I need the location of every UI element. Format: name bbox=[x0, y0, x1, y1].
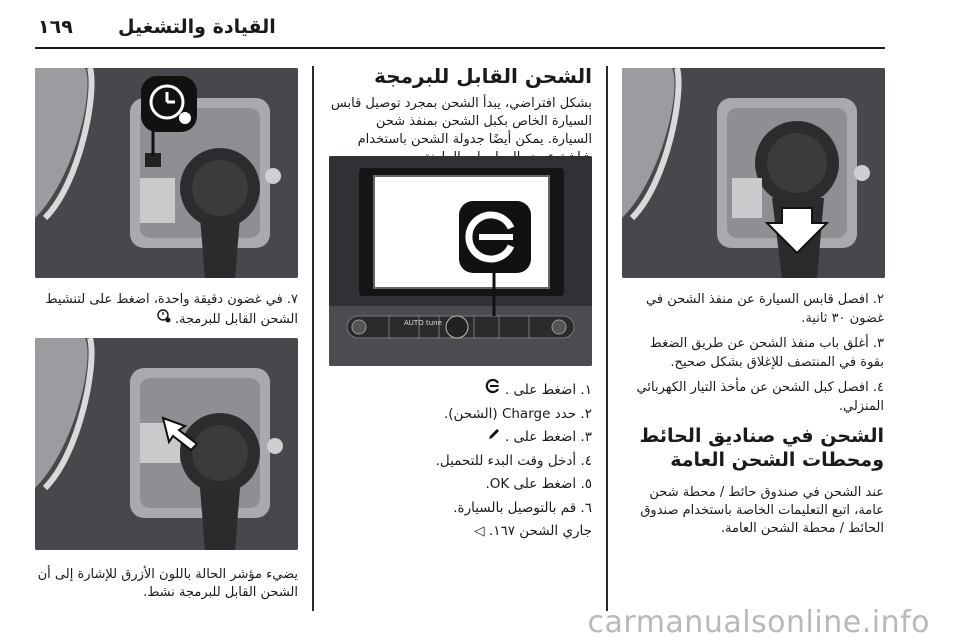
charging-port-timer-illustration bbox=[35, 68, 298, 278]
programmable-charging-intro: بشكل افتراضي، يبدأ الشحن بمجرد توصيل قابس السيارة الخاص بكبل الشحن بمنفذ شحن السيارة. يمكن أيضًا جدولة الشحن باستخدام bbox=[330, 96, 592, 147]
header-rule bbox=[35, 47, 885, 49]
wallbox-section-heading: الشحن في صناديق الحائط ومحطات الشحن العامة bbox=[639, 425, 884, 471]
middle-step-4: ٤. أدخل وقت البدء للتحميل. bbox=[435, 452, 592, 469]
photo-status-indicator bbox=[35, 338, 298, 550]
timer-inline-icon bbox=[157, 309, 171, 329]
photo-unplug-vehicle-connector bbox=[622, 68, 885, 278]
photo-charge-port-timer bbox=[35, 68, 298, 278]
status-indicator-illustration bbox=[35, 338, 298, 550]
wallbox-section-text: عند الشحن في صندوق حائط / محطة شحن عامة، اتبع التعليمات الخاصة باستخدام صندوق الحائط / محطة الشحن العامة. bbox=[640, 485, 884, 536]
infotainment-illustration bbox=[329, 156, 592, 366]
right-step-4: ٤. افصل كبل الشحن عن مأخذ التيار الكهربائي المنزلي. bbox=[636, 380, 884, 414]
middle-steps-list bbox=[330, 378, 592, 544]
programmable-charging-heading: الشحن القابل للبرمجة bbox=[374, 64, 592, 88]
timer-icon-bg bbox=[141, 76, 197, 132]
middle-step-1: ١. اضغط على . bbox=[330, 378, 592, 403]
middle-step-charging-ref: جاري الشحن ١٦٧. ◁ bbox=[474, 523, 592, 539]
right-step-2: ٢. افصل قابس السيارة عن منفذ الشحن في غضون ٣٠ ثانية. bbox=[646, 292, 884, 326]
middle-step-5: ٥. اضغط على OK. bbox=[485, 476, 592, 492]
middle-step-3: ٣. اضغط على . bbox=[330, 426, 592, 450]
column-divider-left bbox=[312, 66, 314, 611]
page-number: ١٦٩ bbox=[38, 16, 73, 38]
middle-step-6: ٦. قم بالتوصيل بالسيارة. bbox=[453, 499, 592, 516]
charge-app-inline-icon bbox=[485, 378, 501, 403]
chapter-title: القيادة والتشغيل bbox=[118, 16, 276, 38]
middle-step-2: ٢. حدد Charge (الشحن). bbox=[443, 405, 592, 422]
right-step-3: ٣. أغلق باب منفذ الشحن عن طريق الضغط بقوة في المنتصف للإغلاق بشكل صحيح. bbox=[649, 336, 884, 370]
left-step-7: ٧. في غضون دقيقة واحدة، اضغط على لتنشيط الشحن القابل للبرمجة. bbox=[45, 292, 298, 327]
display-button-auto[interactable]: AUTO bbox=[404, 319, 424, 327]
right-steps-list bbox=[622, 290, 884, 416]
status-indicator-note: يضيء مؤشر الحالة باللون الأزرق للإشارة إلى أن الشحن القابل للبرمجة نشط. bbox=[37, 567, 298, 600]
column-divider-right bbox=[606, 66, 608, 611]
pencil-icon bbox=[487, 426, 501, 450]
watermark: carmanualsonline.info bbox=[587, 605, 930, 640]
display-button-tune[interactable]: tune bbox=[426, 319, 442, 327]
photo-infotainment-display bbox=[329, 156, 592, 366]
page-reference-icon: ◁ bbox=[474, 523, 485, 539]
charging-port-illustration bbox=[622, 68, 885, 278]
